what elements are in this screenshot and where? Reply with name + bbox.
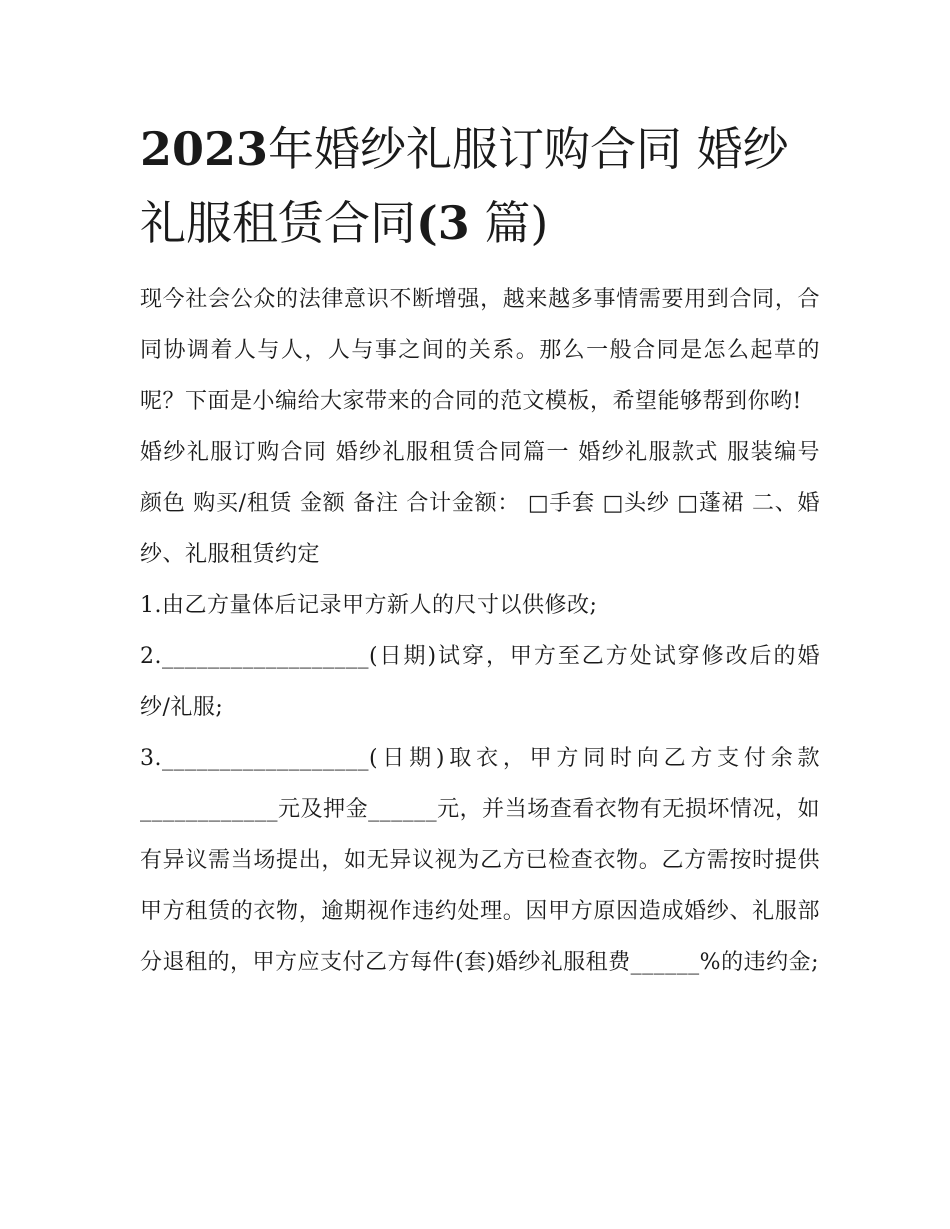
clause-3: 3.__________________(日期)取衣，甲方同时向乙方支付余款____________元及押金______元，并当场查看衣物有无损坏情况，如有异议需当场提出，如无异议视为乙方已检查衣物。乙方需按时提供甲方租赁的衣物，逾期视作违约处理。因甲方原因造成婚纱、礼服部分退租的，甲方应支付乙方每件(套)婚纱礼服租费______%的违约金; (140, 746, 820, 975)
title-year: 2023 (140, 122, 269, 176)
clause-2: 2.__________________(日期)试穿，甲方至乙方处试穿修改后的婚纱/礼服; (140, 644, 820, 720)
title-text: 年婚纱礼服订购合同 婚纱礼服租赁合同 (140, 122, 789, 250)
document-title (140, 112, 820, 260)
title-count-suffix: 篇) (469, 196, 549, 250)
title-count: (3 (416, 196, 470, 250)
document-page (140, 112, 820, 988)
section-heading-paragraph: 婚纱礼服订购合同 婚纱礼服租赁合同篇一 婚纱礼服款式 服装编号 颜色 购买/租赁 金额 备注 合计金额： □手套 □头纱 □蓬裙 二、婚纱、礼服租赁约定 (140, 440, 820, 567)
clause-1: 1.由乙方量体后记录甲方新人的尺寸以供修改; (140, 593, 598, 618)
intro-paragraph: 现今社会公众的法律意识不断增强，越来越多事情需要用到合同，合同协调着人与人，人与事之间的关系。那么一般合同是怎么起草的呢？下面是小编给大家带来的合同的范文模板，希望能够帮到你哟! (140, 287, 820, 414)
